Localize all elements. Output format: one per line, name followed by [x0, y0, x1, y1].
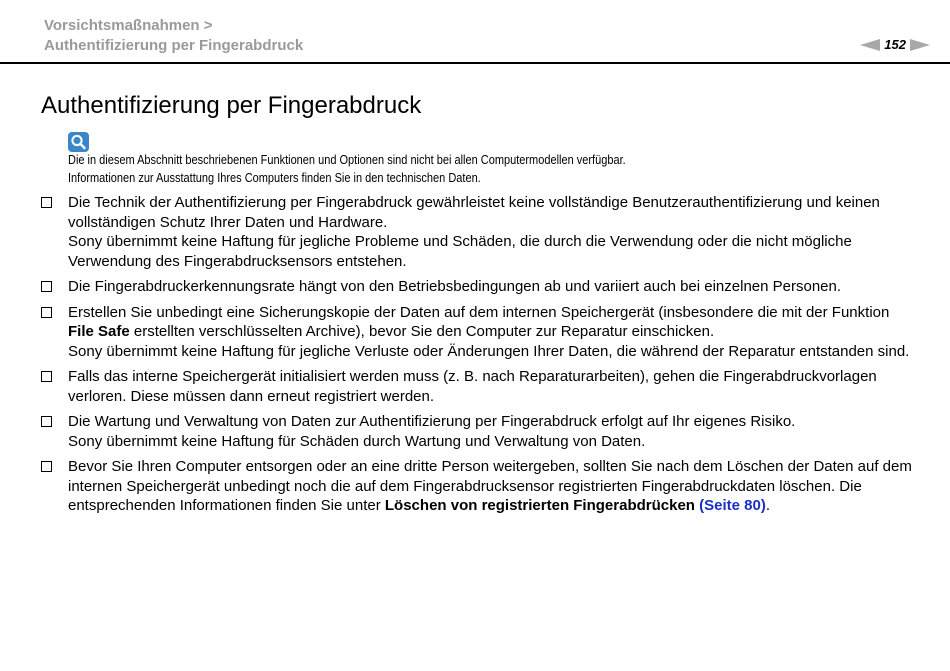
- page-header: [0, 0, 950, 63]
- note-text: [68, 151, 626, 187]
- breadcrumb-section[interactable]: Vorsichtsmaßnahmen >: [44, 17, 213, 34]
- next-page-arrow-icon[interactable]: [910, 39, 930, 51]
- previous-page-arrow-icon[interactable]: [860, 39, 880, 51]
- checkbox-bullet-icon: [41, 416, 52, 427]
- list-item: [40, 367, 915, 406]
- checkbox-bullet-icon: [41, 371, 52, 382]
- checkbox-bullet-icon: [41, 197, 52, 208]
- page-navigator: [860, 37, 930, 52]
- list-item: [40, 412, 915, 451]
- item-text: Die Fingerabdruckerkennungsrate hängt von den Betriebsbedingungen ab und variiert auch bei einzelnen Personen.: [68, 278, 842, 295]
- delete-fingerprints-term: Löschen von registrierten Fingerabdrücken: [384, 497, 695, 514]
- checkbox-bullet-icon: [41, 461, 52, 472]
- precautions-list: [40, 193, 915, 522]
- item-text: Sony übernimmt keine Haftung für Schäden durch Wartung und Verwaltung von Daten.: [68, 432, 646, 450]
- file-safe-term: File Safe: [68, 323, 130, 340]
- item-text: [68, 457, 915, 516]
- item-text-part: .: [765, 497, 771, 514]
- page-title: Authentifizierung per Fingerabdruck: [41, 92, 422, 119]
- page-number: 152: [884, 37, 906, 52]
- item-text-part: Bevor Sie Ihren Computer entsorgen oder an eine dritte Person weitergeben, sollten Sie nach dem Löschen der Daten auf dem internen Speichergerät unbedingt noch die auf dem Fingerabdrucksensor registrierten Fingerabdruckdaten löschen. Die entsprechenden Informationen finden Sie unter: [68, 458, 912, 514]
- item-text-part: Erstellen Sie unbedingt eine Sicherungskopie der Daten auf dem internen Speichergerät (insbesondere die mit der Funktion: [68, 303, 890, 321]
- item-text: Sony übernimmt keine Haftung für jegliche Verluste oder Änderungen Ihrer Daten, die während der Reparatur entstanden sind.: [68, 342, 910, 360]
- header-divider: [0, 62, 950, 64]
- page-80-link[interactable]: (Seite 80): [699, 497, 766, 514]
- checkbox-bullet-icon: [41, 281, 52, 292]
- list-item: [40, 457, 915, 516]
- item-text: Falls das interne Speichergerät initialisiert werden muss (z. B. nach Reparaturarbeiten), gehen die Fingerabdruckvorlagen verloren. Diese müssen dann erneut registriert werden.: [68, 368, 877, 405]
- list-item: [40, 303, 915, 362]
- note-line: Informationen zur Ausstattung Ihres Computers finden Sie in den technischen Daten.: [68, 171, 481, 185]
- note-line: Die in diesem Abschnitt beschriebenen Funktionen und Optionen sind nicht bei allen Computermodellen verfügbar.: [68, 153, 626, 167]
- item-text-part: erstellten verschlüsselten Archive), bevor Sie den Computer zur Reparatur einschicken.: [129, 323, 715, 340]
- list-item: [40, 277, 915, 297]
- item-text: [68, 303, 915, 342]
- item-text: Sony übernimmt keine Haftung für jegliche Probleme und Schäden, die durch die Verwendung oder die nicht mögliche Verwendung des Fingerabdrucksensors entstehen.: [68, 233, 852, 270]
- checkbox-bullet-icon: [41, 307, 52, 318]
- list-item: [40, 193, 915, 271]
- item-text: Die Technik der Authentifizierung per Fingerabdruck gewährleistet keine vollständige Benutzerauthentifizierung und keinen vollständigen Schutz Ihrer Daten und Hardware.: [68, 194, 880, 231]
- breadcrumb-current: Authentifizierung per Fingerabdruck: [44, 37, 304, 54]
- magnifier-note-icon: [68, 132, 89, 152]
- item-text: Die Wartung und Verwaltung von Daten zur Authentifizierung per Fingerabdruck erfolgt auf Ihr eigenes Risiko.: [68, 413, 796, 430]
